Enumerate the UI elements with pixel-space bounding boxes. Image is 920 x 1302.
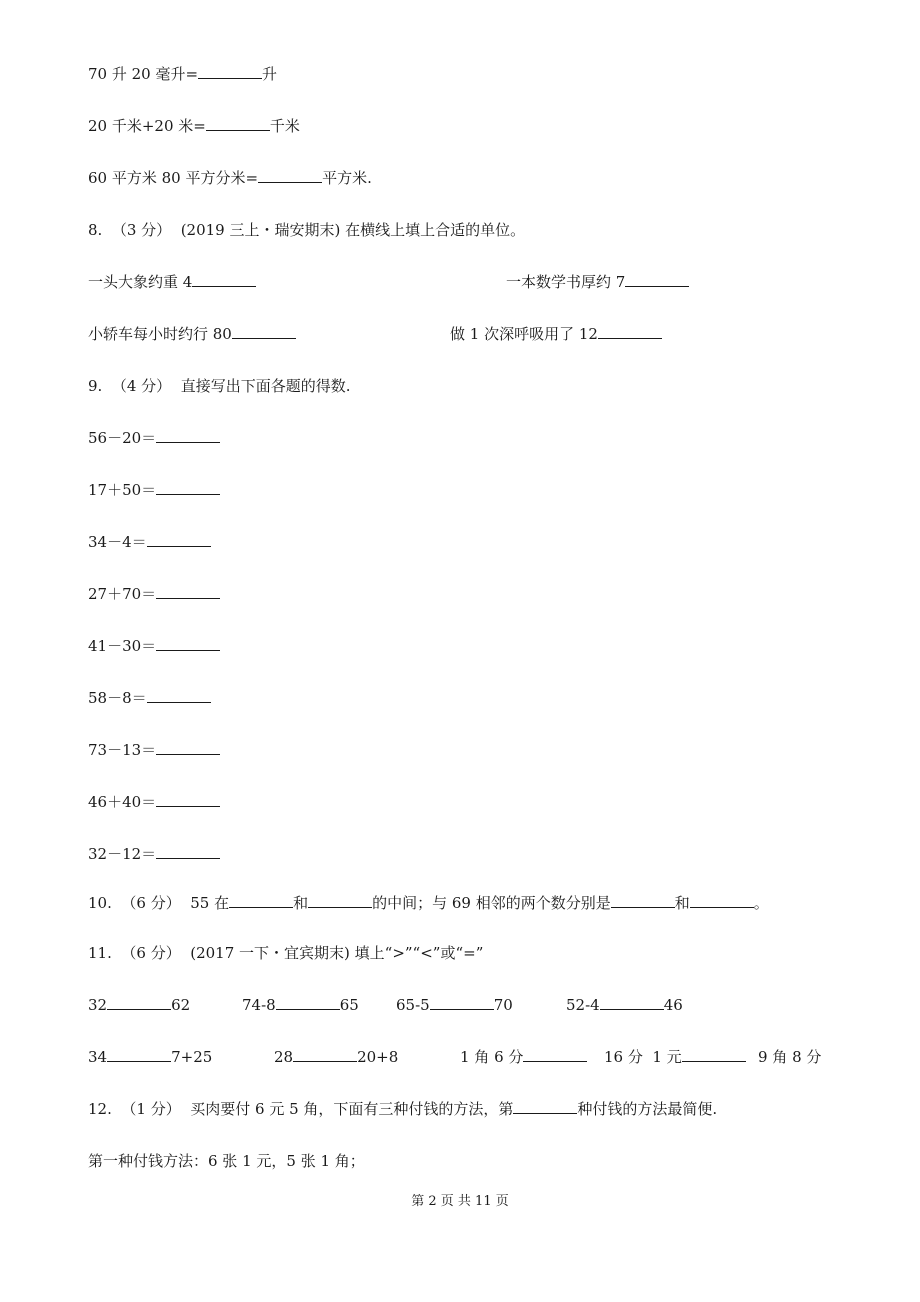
conversion-line-2: 20 千米+20 米= 千米 bbox=[88, 117, 300, 135]
question-10: 10. （6 分） 55 在 和 的中间；与 69 相邻的两个数分别是 和 。 bbox=[88, 894, 769, 912]
answer-blank[interactable] bbox=[156, 636, 220, 651]
answer-blank[interactable] bbox=[107, 1047, 171, 1062]
answer-blank[interactable] bbox=[107, 995, 171, 1010]
answer-blank[interactable] bbox=[232, 324, 296, 339]
q9-item: 46＋40＝ bbox=[88, 792, 220, 812]
q8-item-4: 做 1 次深呼吸用了 12 bbox=[450, 324, 662, 344]
q9-item: 56－20＝ bbox=[88, 428, 220, 448]
q11-compare: 28 20+8 bbox=[274, 1048, 399, 1066]
q9-item: 41－30＝ bbox=[88, 636, 220, 656]
answer-blank[interactable] bbox=[523, 1047, 587, 1062]
answer-blank[interactable] bbox=[156, 480, 220, 495]
q8-item-3: 小轿车每小时约行 80 bbox=[88, 324, 296, 344]
q9-item: 73－13＝ bbox=[88, 740, 220, 760]
answer-blank[interactable] bbox=[430, 995, 494, 1010]
answer-blank[interactable] bbox=[308, 893, 372, 908]
answer-blank[interactable] bbox=[598, 324, 662, 339]
q11-compare: 32 62 bbox=[88, 996, 191, 1014]
answer-blank[interactable] bbox=[147, 532, 211, 547]
answer-blank[interactable] bbox=[156, 584, 220, 599]
answer-blank[interactable] bbox=[198, 64, 262, 79]
q8-item-1: 一头大象约重 4 bbox=[88, 272, 256, 292]
q9-item: 32－12＝ bbox=[88, 844, 220, 864]
question-12: 12. （1 分） 买肉要付 6 元 5 角，下面有三种付钱的方法，第 种付钱的方法最简便. bbox=[88, 1100, 718, 1118]
q8-item-2: 一本数学书厚约 7 bbox=[506, 272, 689, 292]
answer-blank[interactable] bbox=[600, 995, 664, 1010]
answer-blank[interactable] bbox=[513, 1099, 577, 1114]
q11-compare: 65-5 70 bbox=[396, 996, 513, 1014]
question-11-header: 11. （6 分） (2017 一下・宜宾期末) 填上“>”“<”或“=” bbox=[88, 944, 484, 962]
answer-blank[interactable] bbox=[147, 688, 211, 703]
answer-blank[interactable] bbox=[156, 740, 220, 755]
answer-blank[interactable] bbox=[156, 428, 220, 443]
q11-compare: 1 角 6 分 bbox=[460, 1047, 587, 1067]
question-9-header: 9. （4 分） 直接写出下面各题的得数. bbox=[88, 377, 351, 395]
answer-blank[interactable] bbox=[611, 893, 675, 908]
answer-blank[interactable] bbox=[276, 995, 340, 1010]
q9-item: 58－8＝ bbox=[88, 688, 211, 708]
answer-blank[interactable] bbox=[690, 893, 754, 908]
answer-blank[interactable] bbox=[206, 116, 270, 131]
answer-blank[interactable] bbox=[156, 844, 220, 859]
answer-blank[interactable] bbox=[192, 272, 256, 287]
answer-blank[interactable] bbox=[156, 792, 220, 807]
answer-blank[interactable] bbox=[625, 272, 689, 287]
answer-blank[interactable] bbox=[229, 893, 293, 908]
answer-blank[interactable] bbox=[682, 1047, 746, 1062]
question-8-header: 8. （3 分） (2019 三上・瑞安期末) 在横线上填上合适的单位。 bbox=[88, 221, 526, 239]
q9-item: 34－4＝ bbox=[88, 532, 211, 552]
conversion-line-3: 60 平方米 80 平方分米= 平方米. bbox=[88, 169, 372, 187]
q11-compare: 9 角 8 分 bbox=[758, 1048, 822, 1066]
q11-compare: 74-8 65 bbox=[242, 996, 359, 1014]
answer-blank[interactable] bbox=[293, 1047, 357, 1062]
q11-compare: 34 7+25 bbox=[88, 1048, 213, 1066]
q12-method-1: 第一种付钱方法：6 张 1 元，5 张 1 角； bbox=[88, 1152, 365, 1170]
page-footer: 第 2 页 共 11 页 bbox=[411, 1194, 509, 1209]
conversion-line-1: 70 升 20 毫升= 升 bbox=[88, 65, 278, 83]
q9-item: 17＋50＝ bbox=[88, 480, 220, 500]
q11-compare: 16 分 1 元 bbox=[604, 1047, 746, 1067]
q9-item: 27＋70＝ bbox=[88, 584, 220, 604]
answer-blank[interactable] bbox=[258, 168, 322, 183]
q11-compare: 52-4 46 bbox=[566, 996, 683, 1014]
